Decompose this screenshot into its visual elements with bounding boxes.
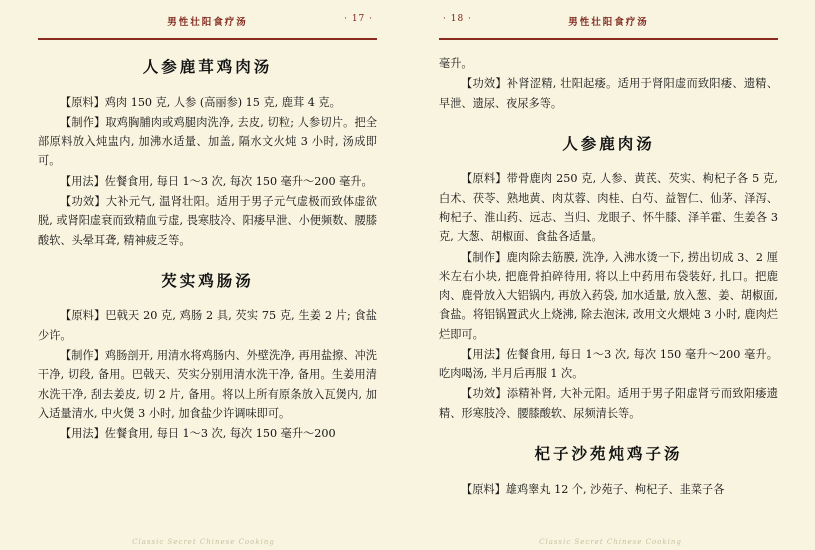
recipe-section — [38, 93, 377, 112]
section-text: 鸡肉 150 克, 人参 (高丽参) 15 克, 鹿茸 4 克。 — [104, 95, 341, 109]
running-title: 男性壮阳食疗汤 — [568, 17, 649, 28]
recipe-section — [439, 248, 778, 344]
section-text: 佐餐食用, 每日 1～3 次, 每次 150 毫升～200 — [104, 427, 336, 441]
recipe-section — [439, 74, 778, 113]
right-page-content — [439, 54, 778, 499]
section-label: 【原料】 — [461, 482, 506, 496]
section-label: 【制作】 — [461, 250, 507, 264]
section-label: 【用法】 — [461, 347, 507, 361]
left-page-header — [38, 14, 377, 36]
recipe-section — [439, 384, 778, 423]
section-label: 【功效】 — [461, 387, 507, 401]
section-label: 【原料】 — [461, 172, 507, 186]
section-label: 【原料】 — [60, 95, 105, 109]
recipe-title: 杞子沙苑炖鸡子汤 — [534, 443, 683, 463]
recipe-section — [439, 480, 778, 499]
recipe-section — [38, 424, 377, 443]
section-text: 补肾涩精, 壮阳起痿。适用于肾阳虚而致阳痿、遗精、早泄、遗尿、夜尿多等。 — [439, 77, 778, 110]
recipe-section — [38, 113, 377, 171]
section-text: 取鸡胸脯肉或鸡腿肉洗净, 去皮, 切粒; 人参切片。把全部原料放入炖盅内, 加沸水适量、加盖, 隔水文火炖 3 小时, 汤成即可。 — [38, 115, 377, 168]
section-text: 鹿肉除去筋膜, 洗净, 入沸水烫一下, 捞出切成 3、2 厘米左右小块, 把鹿骨拍碎待用, 将以上中药用布袋装好, 扎口。把鹿肉、鹿骨放入大铝锅内, 再放入药袋, 加水适量, 放入葱、姜、胡椒面, 食盐。将铝锅置武火上烧沸, 除去泡沫, 改用文火煨炖 3 小时, 鹿肉烂烂即可。 — [439, 250, 778, 341]
recipe-section — [439, 345, 778, 384]
section-text: 佐餐食用, 每日 1～3 次, 每次 150 毫升～200 毫升。吃肉喝汤, 半月后再服 1 次。 — [439, 347, 778, 381]
header-rule-right — [439, 38, 778, 40]
section-text: 雄鸡睾丸 12 个, 沙苑子、枸杞子、韭菜子各 — [505, 482, 725, 496]
recipe-section — [38, 192, 377, 250]
section-label: 【原料】 — [60, 309, 106, 323]
continued-text: 毫升。 — [439, 57, 473, 70]
recipe-title: 芡实鸡肠汤 — [161, 270, 254, 290]
left-page-content — [38, 54, 377, 443]
recipe-section — [38, 306, 377, 345]
right-page-header — [439, 14, 778, 36]
section-text: 添精补肾, 大补元阳。适用于男子阳虚肾亏而致阳痿遗精、形寒肢冷、腰膝酸软、尿频清长等。 — [439, 387, 778, 420]
left-page — [0, 0, 407, 550]
page-number-right: · 18 · — [443, 14, 472, 24]
page-number-left: · 17 · — [344, 14, 373, 24]
footer-watermark-left: Classic Secret Chinese Cooking — [132, 538, 275, 546]
recipe-section — [38, 172, 377, 191]
header-rule-left — [38, 38, 377, 40]
recipe-section — [38, 346, 377, 423]
running-title: 男性壮阳食疗汤 — [167, 17, 248, 28]
recipe-section — [439, 169, 778, 246]
right-page — [407, 0, 814, 550]
recipe-title: 人参鹿茸鸡肉汤 — [142, 57, 273, 76]
section-label: 【功效】 — [461, 77, 507, 91]
section-label: 【制作】 — [60, 115, 106, 129]
section-label: 【制作】 — [60, 348, 105, 362]
footer-watermark-right: Classic Secret Chinese Cooking — [539, 538, 682, 546]
recipe-title: 人参鹿肉汤 — [562, 133, 655, 153]
section-text: 佐餐食用, 每日 1～3 次, 每次 150 毫升～200 毫升。 — [104, 174, 373, 188]
section-text: 带骨鹿肉 250 克, 人参、黄芪、芡实、枸杞子各 5 克, 白术、茯苓、熟地黄、肉苁蓉、肉桂、白芍、益智仁、仙茅、泽泻、枸杞子、淮山药、远志、当归、龙眼子、怀牛膝、泽羊霍、生姜各 3 克, 大葱、胡椒面、食盐各适量。 — [439, 172, 778, 244]
section-label: 【用法】 — [60, 174, 105, 188]
section-label: 【用法】 — [60, 427, 105, 441]
section-text: 大补元气, 温肾壮阳。适用于男子元气虚极而致体虚欲脱, 或肾阳虚衰而致精血亏虚, 畏寒肢冷、阳痿早泄、小便频数、腰膝酸软、头晕耳聋, 精神疲乏等。 — [38, 194, 377, 247]
section-text: 鸡肠剖开, 用清水将鸡肠内、外壁洗净, 再用盐擦、冲洗干净, 切段, 备用。巴戟天、芡实分别用清水洗干净, 备用。生姜用清水洗干净, 刮去姜皮, 切 2 片, 备用。将以上所有原条放入瓦煲内, 加入适量清水, 中火煲 3 小时, 加食盐少许调味即可。 — [38, 348, 377, 420]
section-text: 巴戟天 20 克, 鸡肠 2 具, 芡实 75 克, 生姜 2 片; 食盐少许。 — [38, 309, 377, 342]
section-label: 【功效】 — [60, 194, 106, 208]
